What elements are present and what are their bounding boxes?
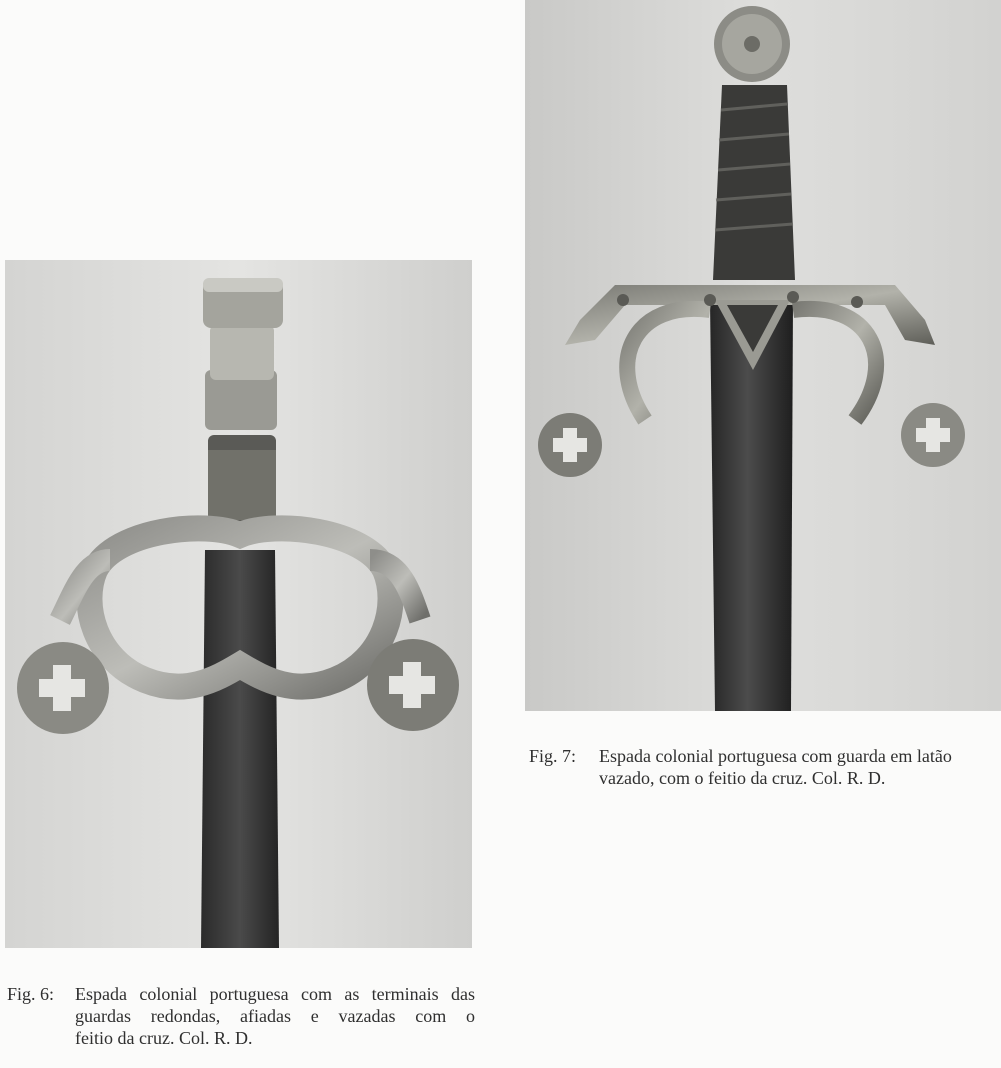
figure-7-photo	[525, 0, 1001, 711]
figure-6-caption-text	[75, 983, 475, 1049]
sword-6-illustration	[5, 260, 472, 948]
caption-line: feitio da cruz. Col. R. D.	[75, 1028, 253, 1048]
figure-7-caption-text	[599, 745, 999, 789]
figure-7-label: Fig. 7:	[529, 746, 577, 766]
figure-6-photo	[5, 260, 472, 948]
caption-line: guardas redondas, afiadas e vazadas com o	[75, 1006, 475, 1026]
sword-7-illustration	[525, 0, 1001, 711]
figure-7-caption	[529, 745, 999, 795]
caption-line: vazado, com o feitio da cruz. Col. R. D.	[599, 768, 886, 788]
caption-line: Espada colonial portuguesa com as terminais das	[75, 984, 475, 1004]
figure-6-caption	[7, 983, 475, 1053]
figure-6-label: Fig. 6:	[7, 984, 55, 1004]
caption-line: Espada colonial portuguesa com guarda em latão	[599, 746, 952, 766]
